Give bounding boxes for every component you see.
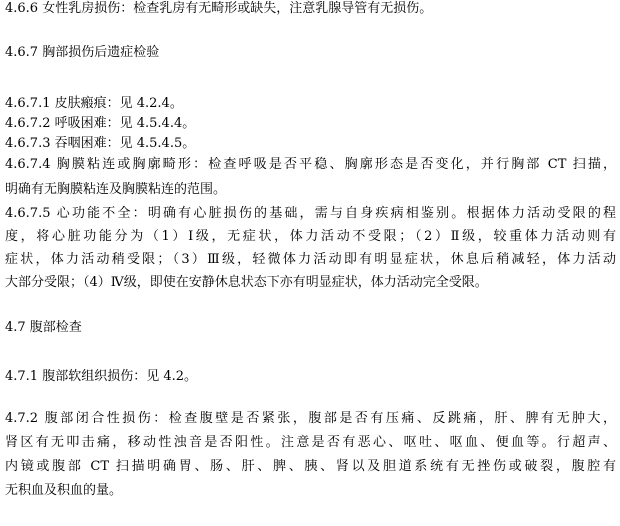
section-4-6-7-1-text: 4.6.7.1 皮肤瘢痕：见 4.2.4。 xyxy=(5,96,183,111)
section-heading-4-6-7: 4.6.7 胸部损伤后遗症检验 xyxy=(5,45,160,60)
section-4-6-6-text: 4.6.6 女性乳房损伤：检查乳房有无畸形或缺失，注意乳腺导管有无损伤。 xyxy=(5,1,433,16)
section-4-7-2-line: 4.7.2 腹部闭合性损伤：检查腹壁是否紧张，腹部是否有压痛、反跳痛，肝、脾有无肿大， xyxy=(5,411,616,426)
section-4-7-1-text: 4.7.1 腹部软组织损伤：见 4.2。 xyxy=(5,369,198,384)
section-4-6-7-5-line: 4.6.7.5 心功能不全：明确有心脏损伤的基础，需与自身疾病相鉴别。根据体力活动受限的程 xyxy=(5,206,616,221)
section-4-6-7-4-line: 4.6.7.4 胸膜粘连或胸廓畸形：检查呼吸是否平稳、胸廓形态是否变化，并行胸部 CT 扫描， xyxy=(5,157,616,172)
section-4-7-2-line: 内镜或腹部 CT 扫描明确胃、肠、肝、脾、胰、肾以及胆道系统有无挫伤或破裂，腹腔有 xyxy=(5,459,616,474)
section-4-6-7-4-line: 明确有无胸膜粘连及胸膜粘连的范围。 xyxy=(5,182,227,197)
section-heading-4-7: 4.7 腹部检查 xyxy=(5,320,82,335)
section-4-6-7-5-line: 症状，体力活动稍受限；（3）Ⅲ级，轻微体力活动即有明显症状，休息后稍减轻，体力活动 xyxy=(5,252,616,267)
section-4-7-2-line: 肾区有无叩击痛，移动性浊音是否阳性。注意是否有恶心、呕吐、呕血、便血等。行超声、 xyxy=(5,435,616,450)
section-4-6-7-5-line: 大部分受限；（4）Ⅳ级，即使在安静休息状态下亦有明显症状，体力活动完全受限。 xyxy=(5,275,488,290)
section-4-6-7-2-text: 4.6.7.2 呼吸困难：见 4.5.4.4。 xyxy=(5,116,196,131)
section-4-6-7-5-line: 度，将心脏功能分为（1）Ⅰ级，无症状，体力活动不受限；（2）Ⅱ级，较重体力活动则有 xyxy=(5,229,616,244)
section-4-7-2-line: 无积血及积血的量。 xyxy=(5,483,123,498)
section-4-6-7-3-text: 4.6.7.3 吞咽困难：见 4.5.4.5。 xyxy=(5,136,196,151)
